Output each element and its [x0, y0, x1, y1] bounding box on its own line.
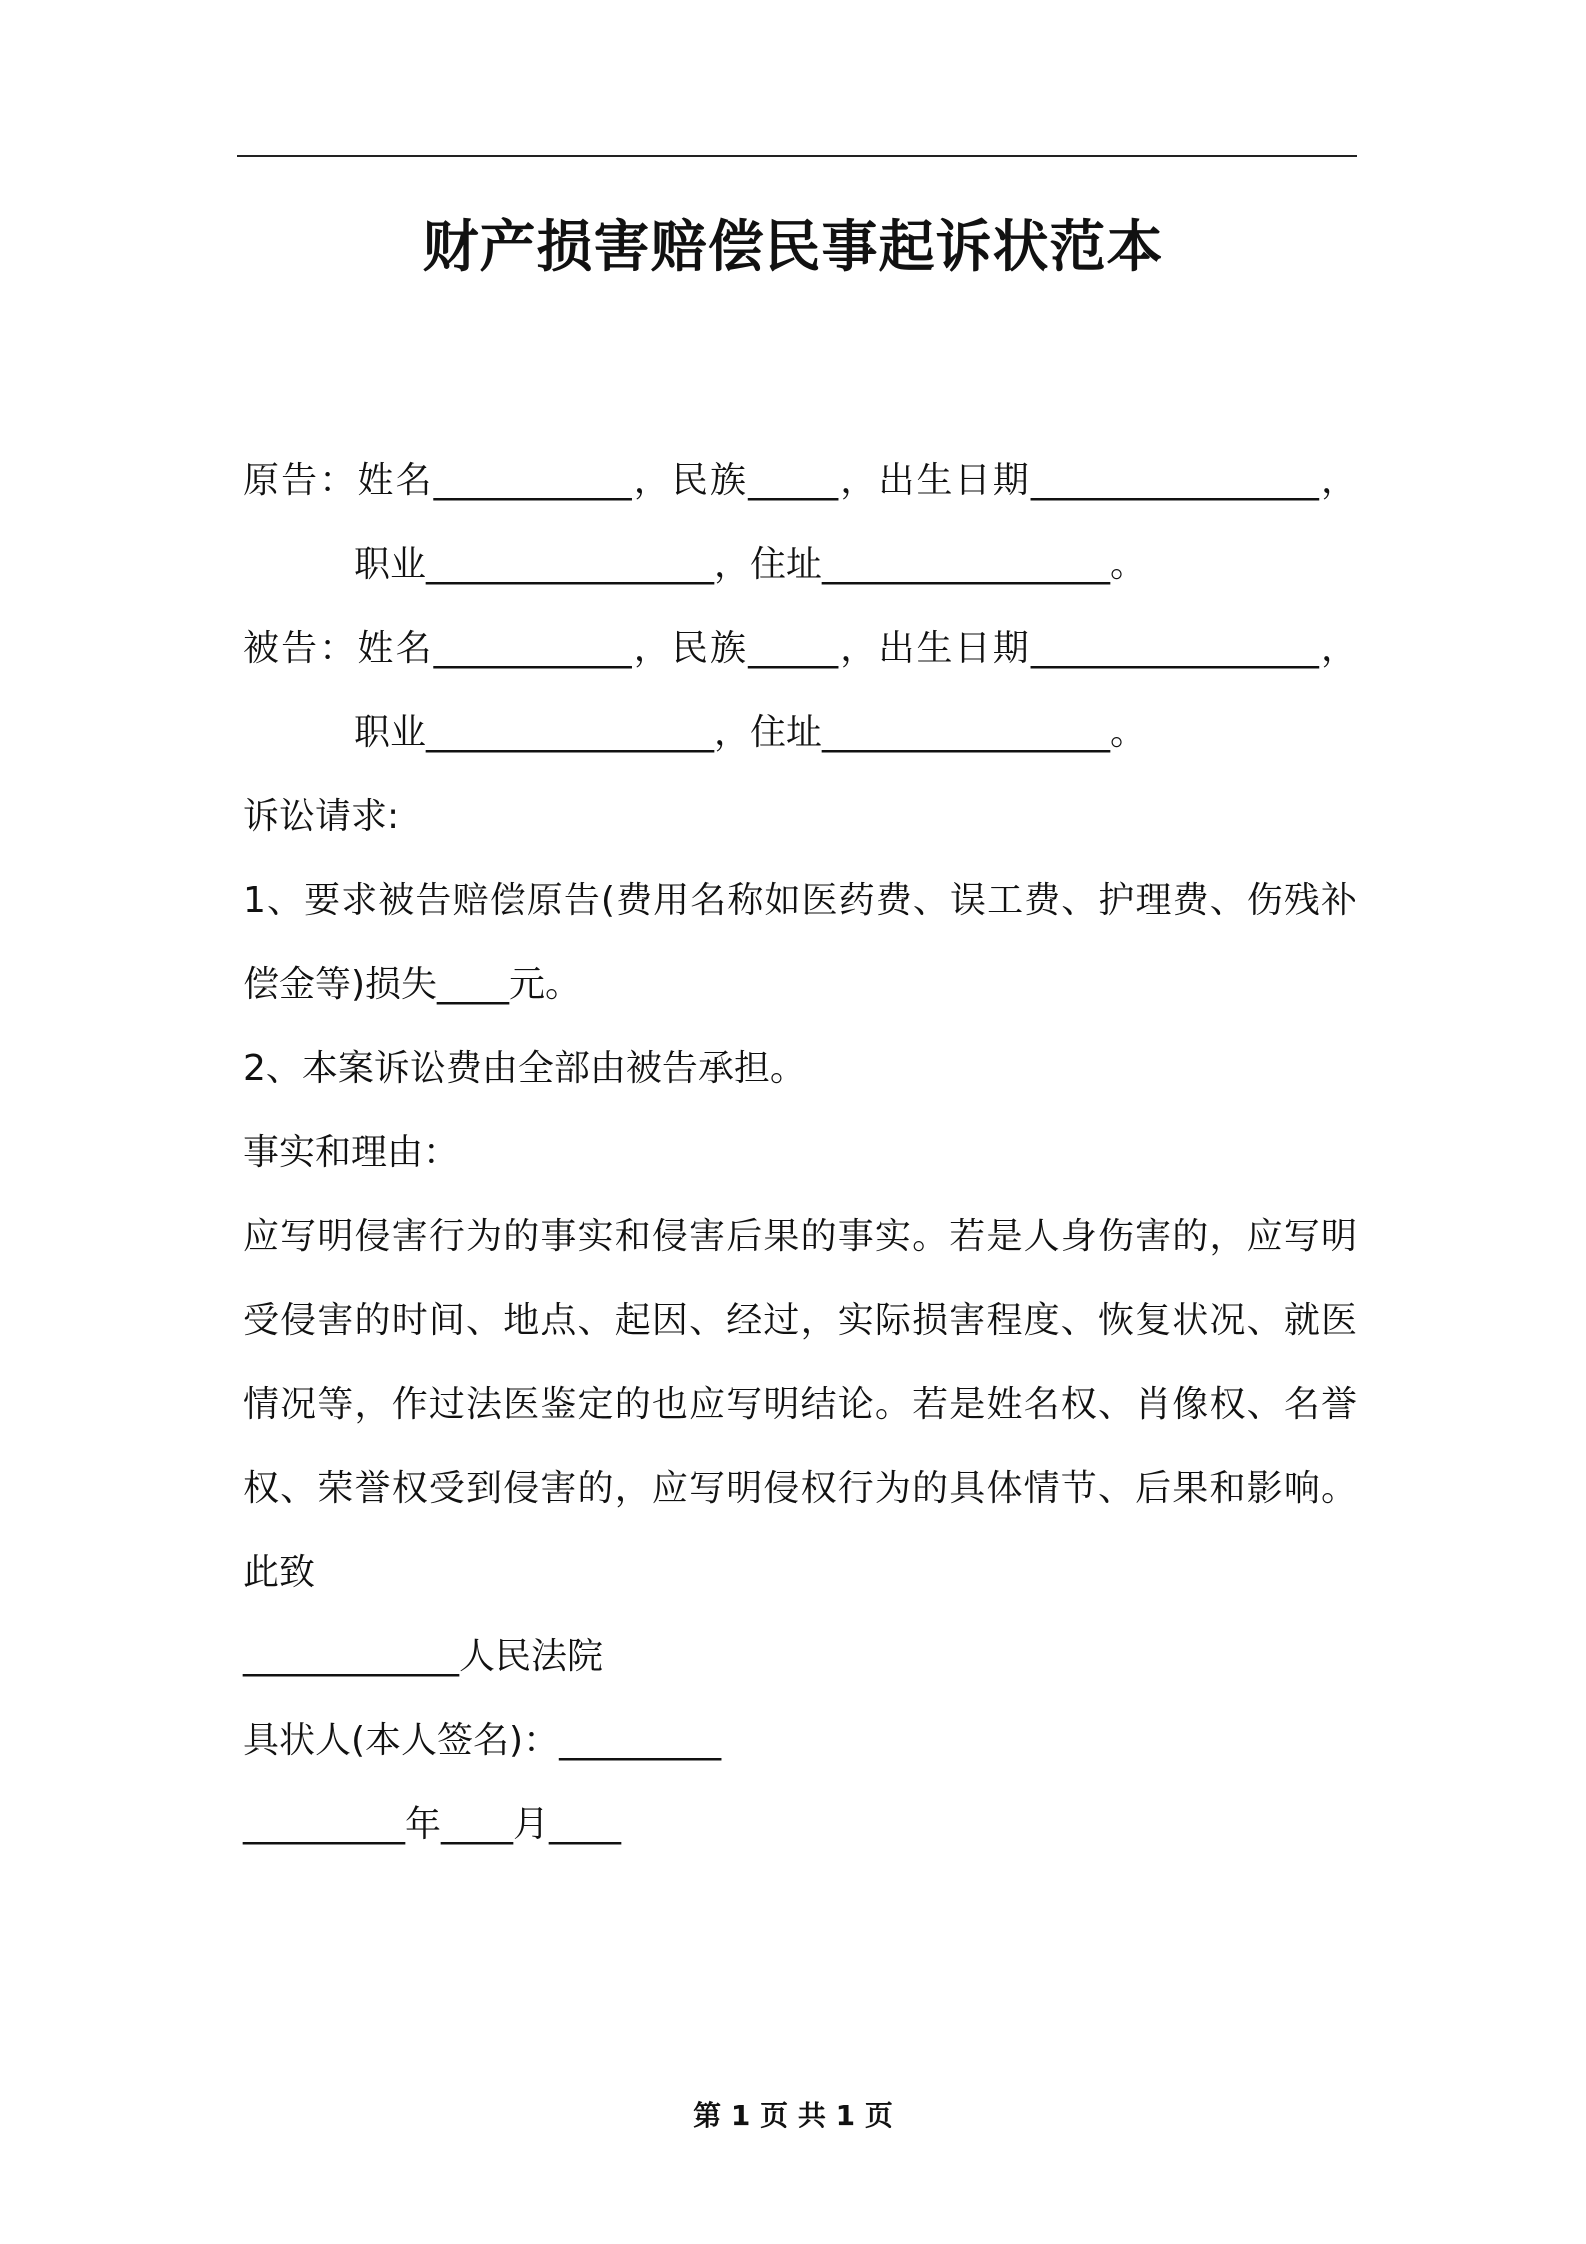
court-line: ____________人民法院: [243, 1636, 604, 1677]
claim-item-1-line-2: 偿金等)损失____元。: [243, 964, 582, 1005]
defendant-line-1: 被告：姓名___________，民族_____，出生日期________________，: [243, 628, 1357, 669]
claims-heading: 诉讼请求:: [243, 796, 400, 837]
facts-line: 情况等，作过法医鉴定的也应写明结论。若是姓名权、肖像权、名誉: [243, 1384, 1357, 1425]
page-footer: 第 1 页 共 1 页: [693, 2099, 893, 2132]
date-line: _________年____月____: [243, 1804, 621, 1845]
plaintiff-line-2: 职业________________，住址________________。: [354, 544, 1147, 585]
salutation: 此致: [243, 1552, 316, 1593]
document-title: 财产损害赔偿民事起诉状范本: [422, 215, 1164, 280]
facts-heading: 事实和理由：: [243, 1132, 460, 1173]
signature-line: 具状人(本人签名)：_________: [243, 1720, 722, 1761]
claim-item-2: 2、本案诉讼费由全部由被告承担。: [243, 1048, 806, 1089]
claim-item-1-line-1: 1、要求被告赔偿原告(费用名称如医药费、误工费、护理费、伤残补: [243, 880, 1357, 921]
plaintiff-line-1: 原告：姓名___________，民族_____，出生日期________________，: [243, 460, 1357, 501]
facts-line: 权、荣誉权受到侵害的，应写明侵权行为的具体情节、后果和影响。: [243, 1468, 1357, 1509]
header-rule: [237, 155, 1357, 157]
facts-line: 受侵害的时间、地点、起因、经过，实际损害程度、恢复状况、就医: [243, 1300, 1357, 1341]
facts-line: 应写明侵害行为的事实和侵害后果的事实。若是人身伤害的，应写明: [243, 1216, 1357, 1257]
defendant-line-2: 职业________________，住址________________。: [354, 712, 1147, 753]
